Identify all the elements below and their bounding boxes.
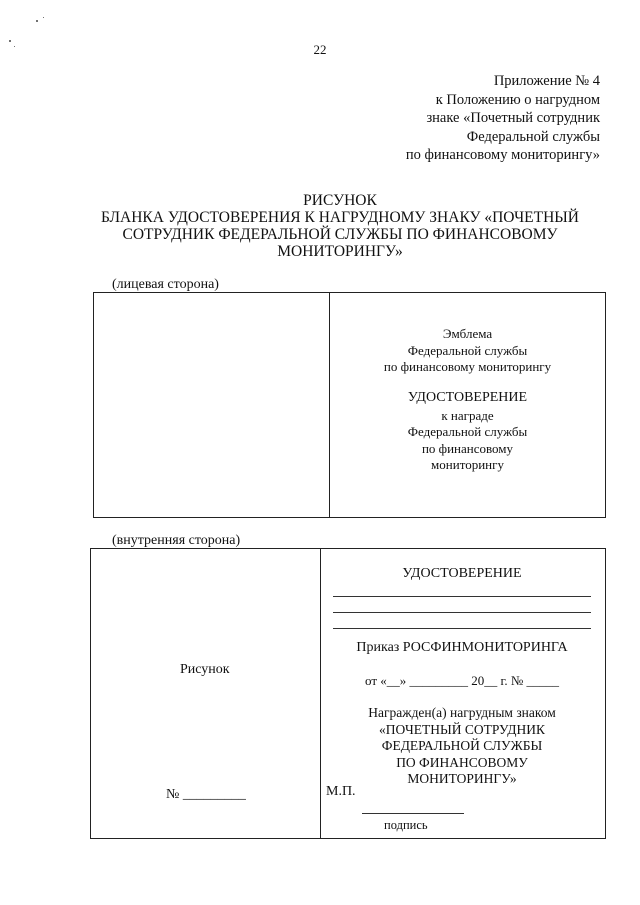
emblem-line: по финансовому мониторингу — [383, 359, 552, 374]
order-label: Приказ РОСФИНМОНИТОРИНГА — [356, 640, 568, 655]
inner-side-label: (внутренняя сторона) — [112, 533, 241, 548]
scan-mark — [36, 20, 38, 22]
signature-label: подпись — [384, 818, 428, 832]
annex-line: Приложение № 4 — [493, 73, 600, 89]
front-cert-title: УДОСТОВЕРЕНИЕ — [407, 390, 528, 405]
scan-mark — [43, 17, 44, 18]
front-divider — [329, 292, 330, 518]
recipient-name-line — [333, 596, 591, 597]
emblem-line: Федеральной службы — [407, 342, 528, 358]
front-cert-line: по финансовому — [421, 440, 514, 456]
signature-line — [362, 813, 464, 814]
award-line: Награжден(а) нагрудным знаком — [368, 705, 556, 720]
front-cert-line: к награде — [441, 407, 494, 423]
front-certificate-block — [335, 390, 600, 474]
annex-heading — [406, 72, 600, 165]
award-line: «ПОЧЕТНЫЙ СОТРУДНИК — [379, 721, 545, 737]
front-cert-line: Федеральной службы — [407, 424, 528, 439]
award-line: ФЕДЕРАЛЬНОЙ СЛУЖБЫ — [381, 738, 543, 753]
recipient-name-line — [333, 628, 591, 629]
inner-divider — [320, 548, 321, 839]
recipient-name-line — [333, 612, 591, 613]
inner-certificate-title: УДОСТОВЕРЕНИЕ — [402, 566, 522, 581]
page-number: 22 — [313, 42, 327, 57]
document-title — [60, 192, 620, 260]
title-line: БЛАНКА УДОСТОВЕРЕНИЯ К НАГРУДНОМУ ЗНАКУ «ПОЧЕТНЫЙ — [101, 209, 579, 226]
photo-number-field: № _________ — [166, 787, 246, 802]
annex-line: к Положению о нагрудном — [435, 91, 600, 108]
title-line: СОТРУДНИК ФЕДЕРАЛЬНОЙ СЛУЖБЫ ПО ФИНАНСОВОМУ — [122, 226, 558, 243]
order-date-field: от «__» _________ 20__ г. № _____ — [364, 673, 560, 688]
front-side-label: (лицевая сторона) — [112, 277, 219, 292]
award-line: ПО ФИНАНСОВОМУ — [396, 754, 528, 770]
annex-line: Федеральной службы — [466, 128, 600, 145]
emblem-line: Эмблема — [442, 326, 493, 341]
front-cert-line: мониторингу — [431, 457, 504, 472]
title-line: МОНИТОРИНГУ» — [277, 243, 403, 260]
annex-line: знаке «Почетный сотрудник — [426, 110, 600, 126]
title-line: РИСУНОК — [303, 192, 377, 209]
award-line: МОНИТОРИНГУ» — [407, 771, 517, 786]
award-text-block — [324, 705, 600, 788]
annex-line: по финансовому мониторингу» — [405, 147, 600, 163]
emblem-block — [335, 326, 600, 376]
photo-placeholder-label: Рисунок — [180, 662, 230, 677]
stamp-label: М.П. — [326, 784, 356, 799]
